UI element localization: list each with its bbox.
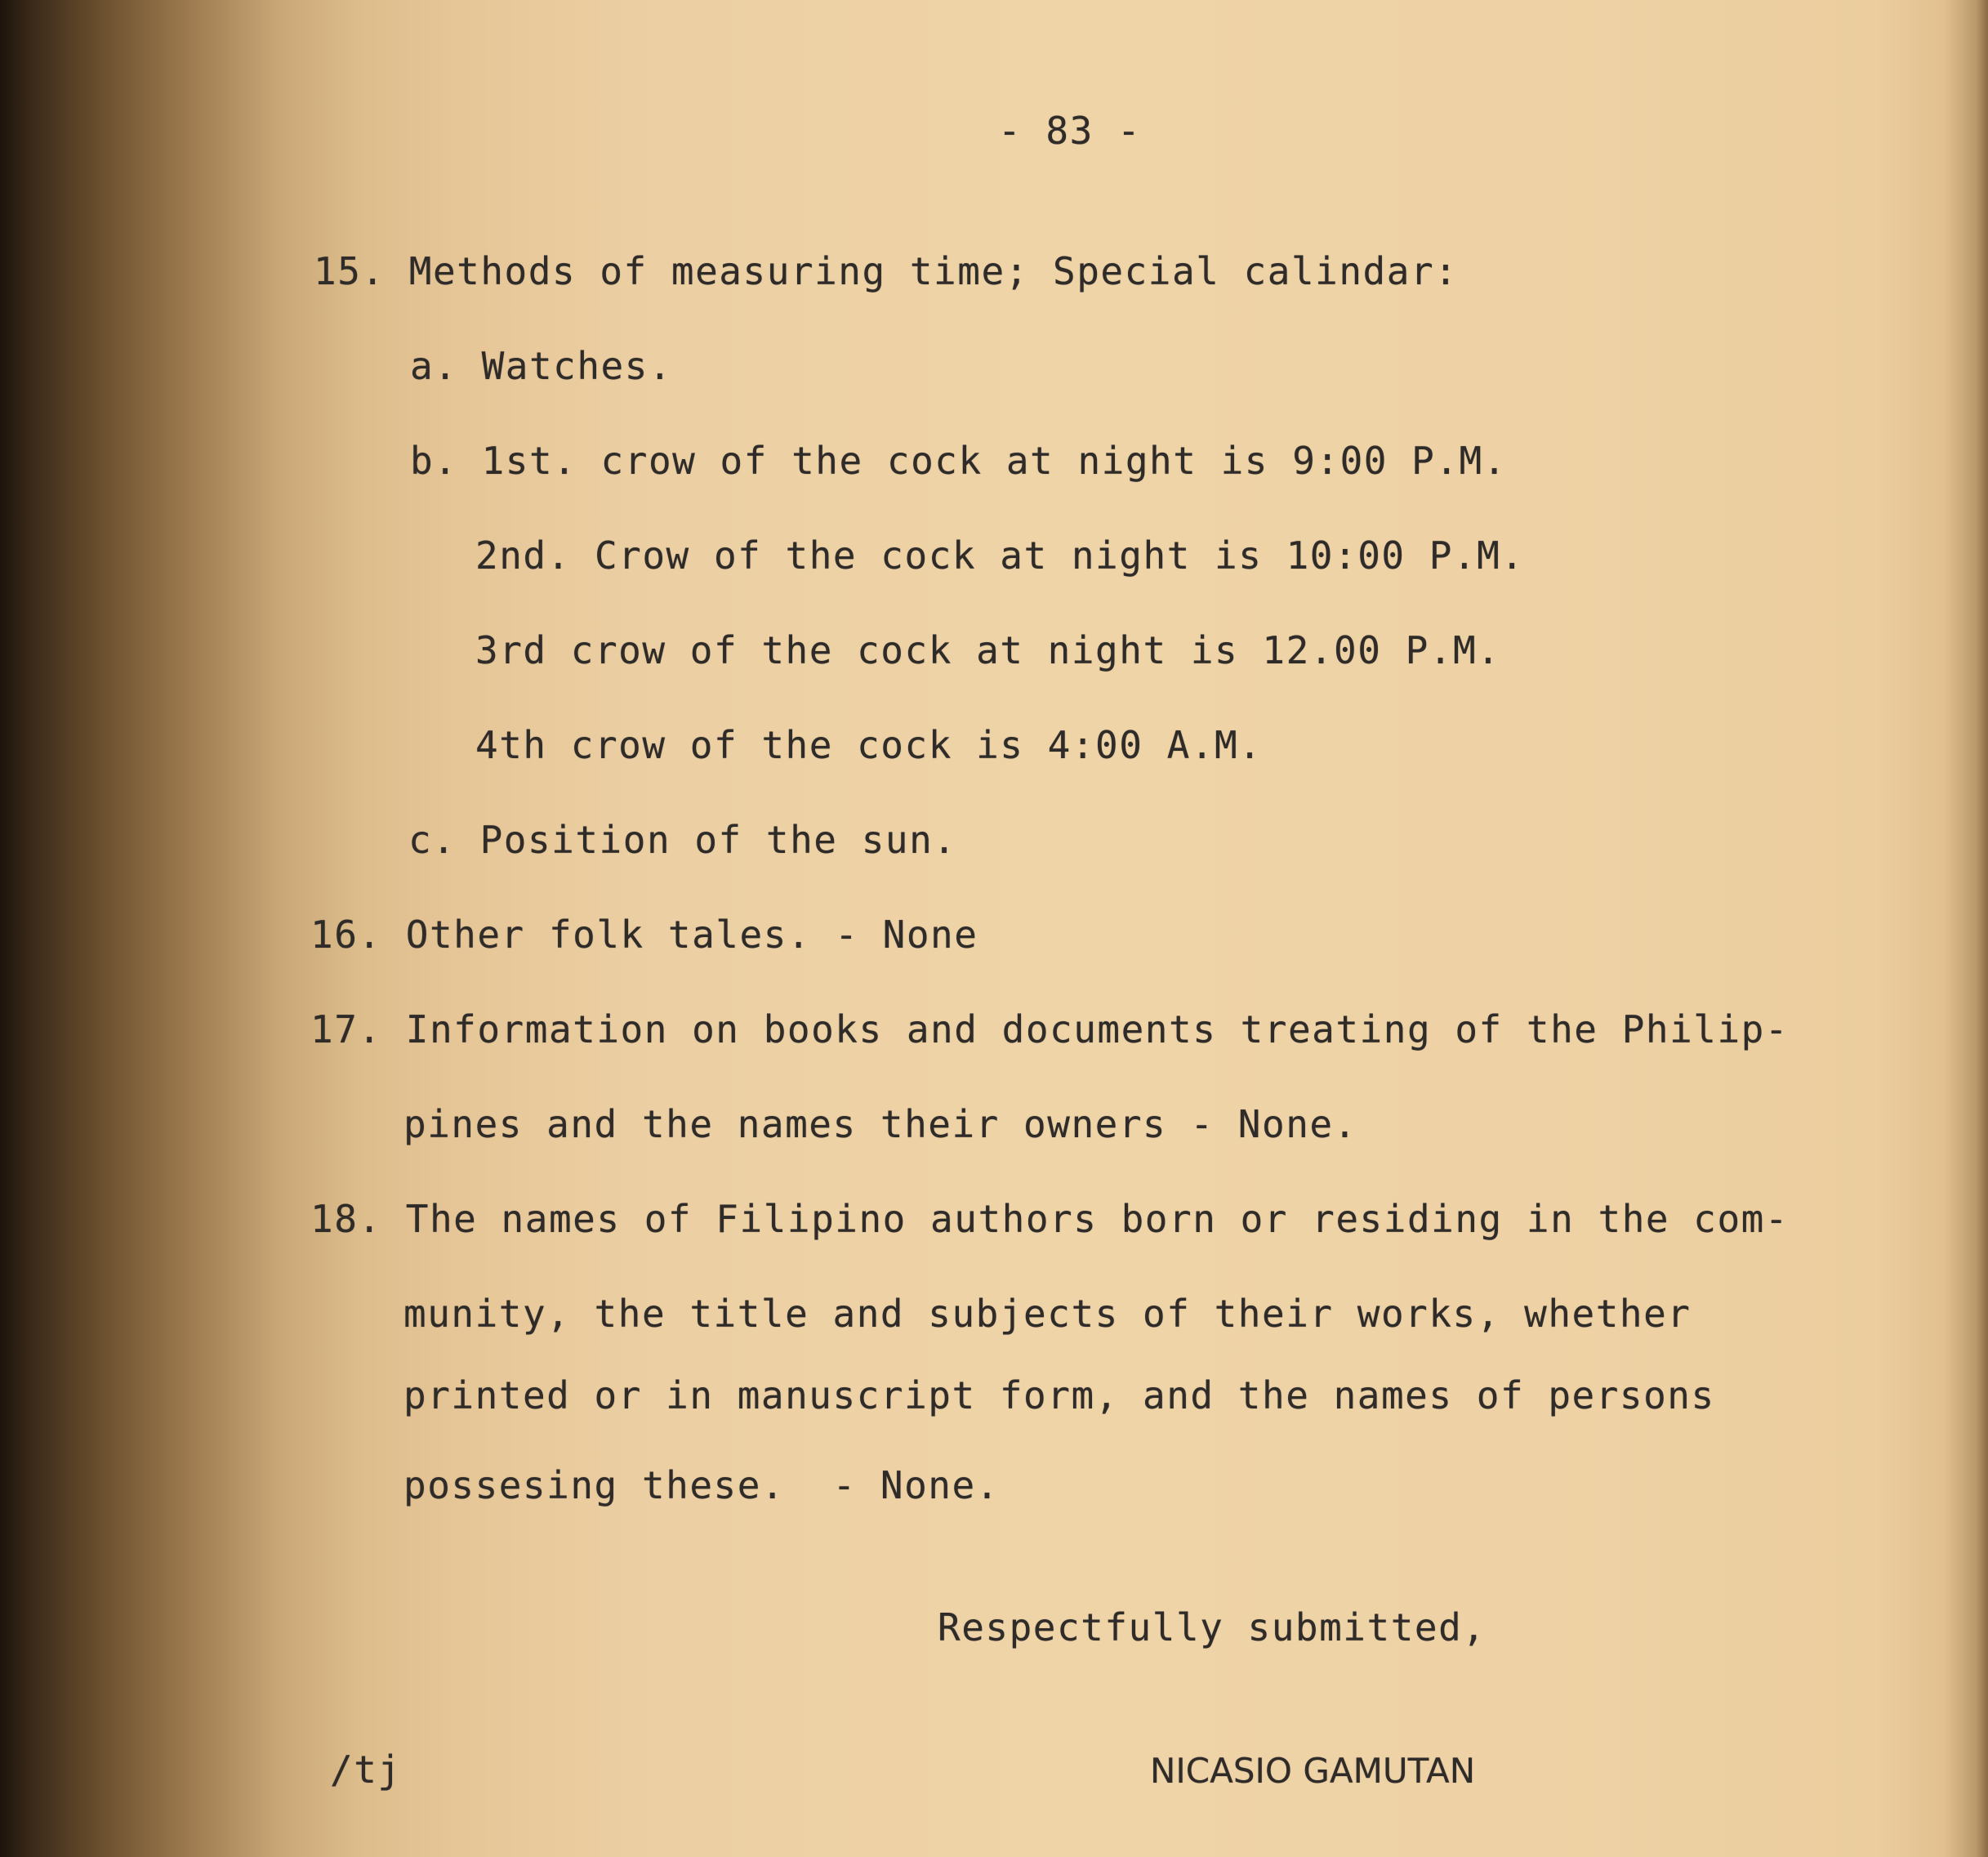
initials: /tj (330, 1748, 402, 1792)
item-16: 16. Other folk tales. - None (310, 913, 978, 957)
item-18-line-3: printed or in manuscript form, and the names of persons (403, 1373, 1715, 1417)
page-number: - 83 - (998, 109, 1142, 153)
signatory-name: NICASIO GAMUTAN (1150, 1751, 1476, 1791)
item-18-line-2: munity, the title and subjects of their works, whether (403, 1292, 1692, 1336)
item-15c: c. Position of the sun. (408, 818, 957, 862)
item-18-line-4: possesing these. - None. (403, 1463, 1000, 1507)
closing-text: Respectfully submitted, (938, 1605, 1487, 1649)
item-15b-fourth-crow: 4th crow of the cock is 4:00 A.M. (475, 723, 1263, 767)
item-18-line-1: 18. The names of Filipino authors born or residing in the com- (310, 1197, 1790, 1241)
item-15b-first-crow: b. 1st. crow of the cock at night is 9:00 P.M. (410, 439, 1507, 483)
item-17-line-1: 17. Information on books and documents treating of the Philip- (310, 1007, 1790, 1051)
item-15-heading: 15. Methods of measuring time; Special calindar: (314, 249, 1459, 293)
item-17-line-2: pines and the names their owners - None. (403, 1102, 1357, 1146)
item-15a: a. Watches. (410, 344, 673, 388)
item-15b-second-crow: 2nd. Crow of the cock at night is 10:00 P.M. (475, 533, 1525, 578)
item-15b-third-crow: 3rd crow of the cock at night is 12.00 P.M. (475, 628, 1501, 672)
